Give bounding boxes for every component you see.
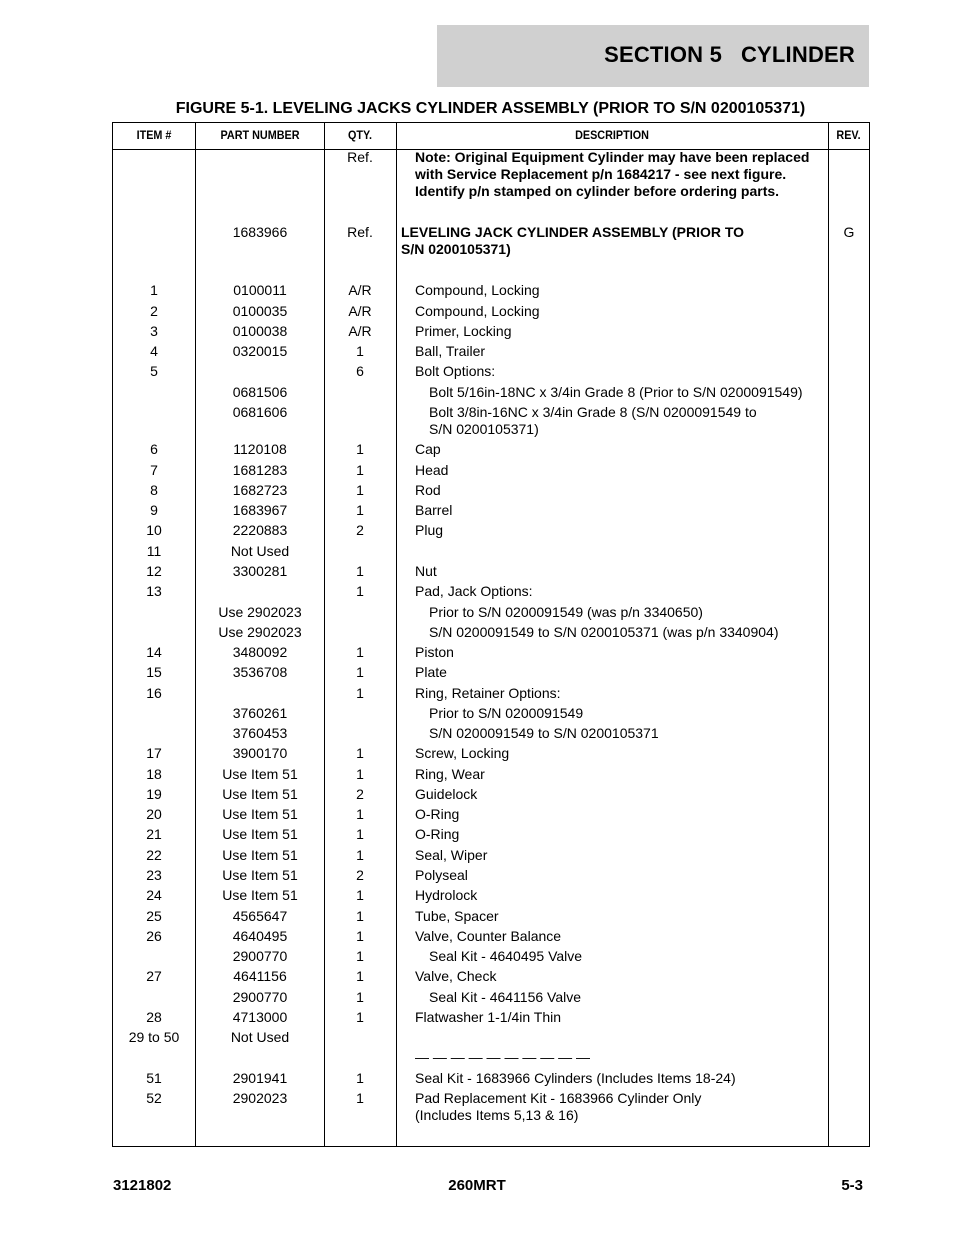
- cell-item-number: 13: [146, 583, 162, 599]
- cell-part-number: Use 2902023: [218, 604, 302, 620]
- cell-description: Seal, Wiper: [415, 847, 488, 863]
- cell-item-number: 17: [146, 745, 162, 761]
- cell-part-number: 4641156: [233, 968, 287, 984]
- cell-quantity: 1: [356, 1009, 364, 1025]
- cell-description: Flatwasher 1-1/4in Thin: [415, 1009, 562, 1025]
- cell-quantity: Ref.: [347, 149, 373, 165]
- cell-quantity: A/R: [348, 323, 372, 339]
- cell-description: Pad Replacement Kit - 1683966 Cylinder Only (Includes Items 5,13 & 16): [415, 1090, 702, 1123]
- cell-item-number: 52: [146, 1090, 162, 1106]
- cell-item-number: 20: [146, 806, 162, 822]
- cell-quantity: 1: [356, 806, 364, 822]
- cell-part-number: 2220883: [232, 522, 288, 538]
- cell-part-number: Use Item 51: [222, 847, 298, 863]
- cell-quantity: 1: [356, 826, 364, 842]
- cell-description: Guidelock: [415, 786, 478, 802]
- cell-description: Plug: [415, 522, 444, 538]
- cell-quantity: 1: [356, 908, 364, 924]
- figure-title: FIGURE 5-1. LEVELING JACKS CYLINDER ASSEMBLY (PRIOR TO S/N 0200105371): [175, 100, 806, 117]
- cell-part-number: 3300281: [232, 563, 288, 579]
- parts-table: [112, 122, 870, 1147]
- cell-description: Valve, Counter Balance: [415, 928, 562, 944]
- cell-description: Compound, Locking: [415, 282, 540, 298]
- cell-quantity: 1: [356, 583, 364, 599]
- cell-quantity: 1: [356, 343, 364, 359]
- column-divider: [396, 123, 397, 1146]
- cell-quantity: 1: [356, 948, 364, 964]
- cell-item-number: 15: [146, 664, 162, 680]
- footer-model: 260MRT: [448, 1177, 506, 1194]
- cell-quantity: 1: [356, 441, 364, 457]
- cell-part-number: 4713000: [232, 1009, 288, 1025]
- cell-description: O-Ring: [415, 806, 460, 822]
- cell-part-number: 1683966: [232, 224, 288, 240]
- cell-quantity: 1: [356, 644, 364, 660]
- footer-doc-number: 3121802: [113, 1177, 172, 1194]
- footer-page-number: 5-3: [841, 1177, 863, 1194]
- section-title: SECTION 5 CYLINDER: [604, 42, 855, 67]
- cell-description: Ring, Retainer Options:: [415, 685, 561, 701]
- cell-item-number: 24: [146, 887, 162, 903]
- cell-description: Pad, Jack Options:: [415, 583, 533, 599]
- cell-quantity: 6: [356, 363, 364, 379]
- cell-part-number: 3536708: [232, 664, 288, 680]
- cell-description: Prior to S/N 0200091549 (was p/n 3340650): [429, 604, 703, 620]
- cell-part-number: 2902023: [232, 1090, 288, 1106]
- cell-quantity: 1: [356, 462, 364, 478]
- cell-quantity: A/R: [348, 303, 372, 319]
- column-header-qty: QTY.: [347, 128, 372, 142]
- cell-description: Polyseal: [415, 867, 468, 883]
- cell-description: Note: Original Equipment Cylinder may have been replaced with Service Replacement p/n 1684217 - see next figure. Identify p/n stamped on cylinder before ordering parts.: [415, 149, 810, 199]
- cell-item-number: 14: [146, 644, 162, 660]
- cell-part-number: Use Item 51: [222, 766, 298, 782]
- cell-quantity: 1: [356, 502, 364, 518]
- cell-item-number: 27: [146, 968, 162, 984]
- cell-part-number: Use Item 51: [222, 786, 298, 802]
- cell-item-number: 10: [146, 522, 162, 538]
- section-header-box: [437, 25, 869, 87]
- cell-part-number: 2901941: [232, 1070, 288, 1086]
- cell-description: Barrel: [415, 502, 453, 518]
- cell-description: Piston: [415, 644, 454, 660]
- cell-item-number: 3: [150, 323, 158, 339]
- cell-quantity: 1: [356, 482, 364, 498]
- cell-description: Head: [415, 462, 449, 478]
- cell-description: Bolt 5/16in-18NC x 3/4in Grade 8 (Prior to S/N 0200091549): [429, 384, 803, 400]
- cell-part-number: Not Used: [230, 543, 290, 559]
- cell-item-number: 8: [150, 482, 158, 498]
- cell-description: Seal Kit - 4641156 Valve: [429, 989, 582, 1005]
- cell-description: Valve, Check: [415, 968, 497, 984]
- cell-quantity: 1: [356, 887, 364, 903]
- cell-description: Ring, Wear: [415, 766, 485, 782]
- cell-part-number: 1120108: [233, 441, 287, 457]
- cell-part-number: 0320015: [232, 343, 288, 359]
- cell-description: S/N 0200091549 to S/N 0200105371: [429, 725, 659, 741]
- cell-quantity: 1: [356, 847, 364, 863]
- cell-item-number: 4: [150, 343, 158, 359]
- cell-quantity: 1: [356, 563, 364, 579]
- cell-part-number: Use Item 51: [222, 867, 298, 883]
- cell-quantity: 1: [356, 968, 364, 984]
- cell-quantity: 2: [356, 867, 364, 883]
- cell-description: Bolt Options:: [415, 363, 496, 379]
- cell-quantity: 1: [356, 664, 364, 680]
- cell-item-number: 25: [146, 908, 162, 924]
- cell-item-number: 2: [150, 303, 158, 319]
- cell-description: Tube, Spacer: [415, 908, 499, 924]
- cell-item-number: 1: [150, 282, 158, 298]
- cell-description: Hydrolock: [415, 887, 478, 903]
- cell-quantity: 1: [356, 989, 364, 1005]
- cell-description: — — — — — — — — — —: [415, 1049, 591, 1065]
- cell-item-number: 19: [146, 786, 162, 802]
- cell-quantity: 2: [356, 786, 364, 802]
- cell-description: Compound, Locking: [415, 303, 540, 319]
- cell-quantity: A/R: [348, 282, 372, 298]
- cell-item-number: 51: [146, 1070, 162, 1086]
- cell-item-number: 5: [150, 363, 158, 379]
- cell-description: Screw, Locking: [415, 745, 510, 761]
- cell-quantity: Ref.: [347, 224, 373, 240]
- cell-description: Rod: [415, 482, 441, 498]
- cell-item-number: 16: [146, 685, 162, 701]
- cell-description: O-Ring: [415, 826, 460, 842]
- cell-item-number: 7: [150, 462, 158, 478]
- cell-description: S/N 0200091549 to S/N 0200105371 (was p/n 3340904): [429, 624, 779, 640]
- cell-quantity: 1: [356, 1070, 364, 1086]
- cell-item-number: 28: [146, 1009, 162, 1025]
- cell-description: Cap: [415, 441, 441, 457]
- cell-part-number: 1681283: [232, 462, 288, 478]
- cell-item-number: 18: [146, 766, 162, 782]
- cell-part-number: 3760261: [232, 705, 288, 721]
- cell-part-number: 1683967: [232, 502, 288, 518]
- cell-description: Bolt 3/8in-16NC x 3/4in Grade 8 (S/N 0200091549 to S/N 0200105371): [429, 404, 757, 437]
- cell-description: Plate: [415, 664, 447, 680]
- cell-part-number: Use Item 51: [222, 826, 298, 842]
- cell-description: Nut: [415, 563, 437, 579]
- cell-quantity: 1: [356, 685, 364, 701]
- column-header-part-number: PART NUMBER: [220, 128, 300, 142]
- cell-part-number: 0681606: [232, 404, 288, 420]
- cell-part-number: 0100038: [232, 323, 288, 339]
- cell-part-number: 4640495: [232, 928, 288, 944]
- cell-item-number: 26: [146, 928, 162, 944]
- cell-part-number: Not Used: [230, 1029, 290, 1045]
- cell-part-number: Use Item 51: [222, 806, 298, 822]
- cell-description: Seal Kit - 1683966 Cylinders (Includes Items 18-24): [415, 1070, 736, 1086]
- cell-part-number: 3900170: [232, 745, 288, 761]
- cell-part-number: 3480092: [232, 644, 288, 660]
- column-header-rev: REV.: [836, 128, 861, 142]
- cell-part-number: 1682723: [232, 482, 288, 498]
- cell-part-number: 0681506: [232, 384, 288, 400]
- cell-quantity: 1: [356, 1090, 364, 1106]
- cell-quantity: 1: [356, 745, 364, 761]
- cell-part-number: 2900770: [232, 989, 288, 1005]
- cell-description: Ball, Trailer: [415, 343, 486, 359]
- cell-part-number: Use Item 51: [222, 887, 298, 903]
- cell-item-number: 22: [146, 847, 162, 863]
- cell-item-number: 21: [146, 826, 162, 842]
- cell-item-number: 12: [146, 563, 162, 579]
- cell-part-number: Use 2902023: [218, 624, 302, 640]
- cell-item-number: 11: [146, 543, 162, 559]
- cell-item-number: 9: [150, 502, 158, 518]
- cell-description: Primer, Locking: [415, 323, 512, 339]
- cell-part-number: 4565647: [232, 908, 288, 924]
- cell-quantity: 1: [356, 928, 364, 944]
- cell-revision: G: [843, 224, 855, 240]
- cell-description: Prior to S/N 0200091549: [429, 705, 584, 721]
- cell-quantity: 2: [356, 522, 364, 538]
- cell-item-number: 29 to 50: [128, 1029, 180, 1045]
- cell-part-number: 0100011: [233, 282, 287, 298]
- cell-quantity: 1: [356, 766, 364, 782]
- cell-part-number: 3760453: [232, 725, 288, 741]
- column-header-description: DESCRIPTION: [575, 128, 649, 142]
- cell-item-number: 23: [146, 867, 162, 883]
- cell-item-number: 6: [150, 441, 158, 457]
- cell-description: Seal Kit - 4640495 Valve: [429, 948, 583, 964]
- column-header-item: ITEM #: [136, 128, 172, 142]
- cell-description: LEVELING JACK CYLINDER ASSEMBLY (PRIOR TO S/N 0200105371): [401, 224, 745, 257]
- cell-part-number: 0100035: [232, 303, 288, 319]
- cell-part-number: 2900770: [232, 948, 288, 964]
